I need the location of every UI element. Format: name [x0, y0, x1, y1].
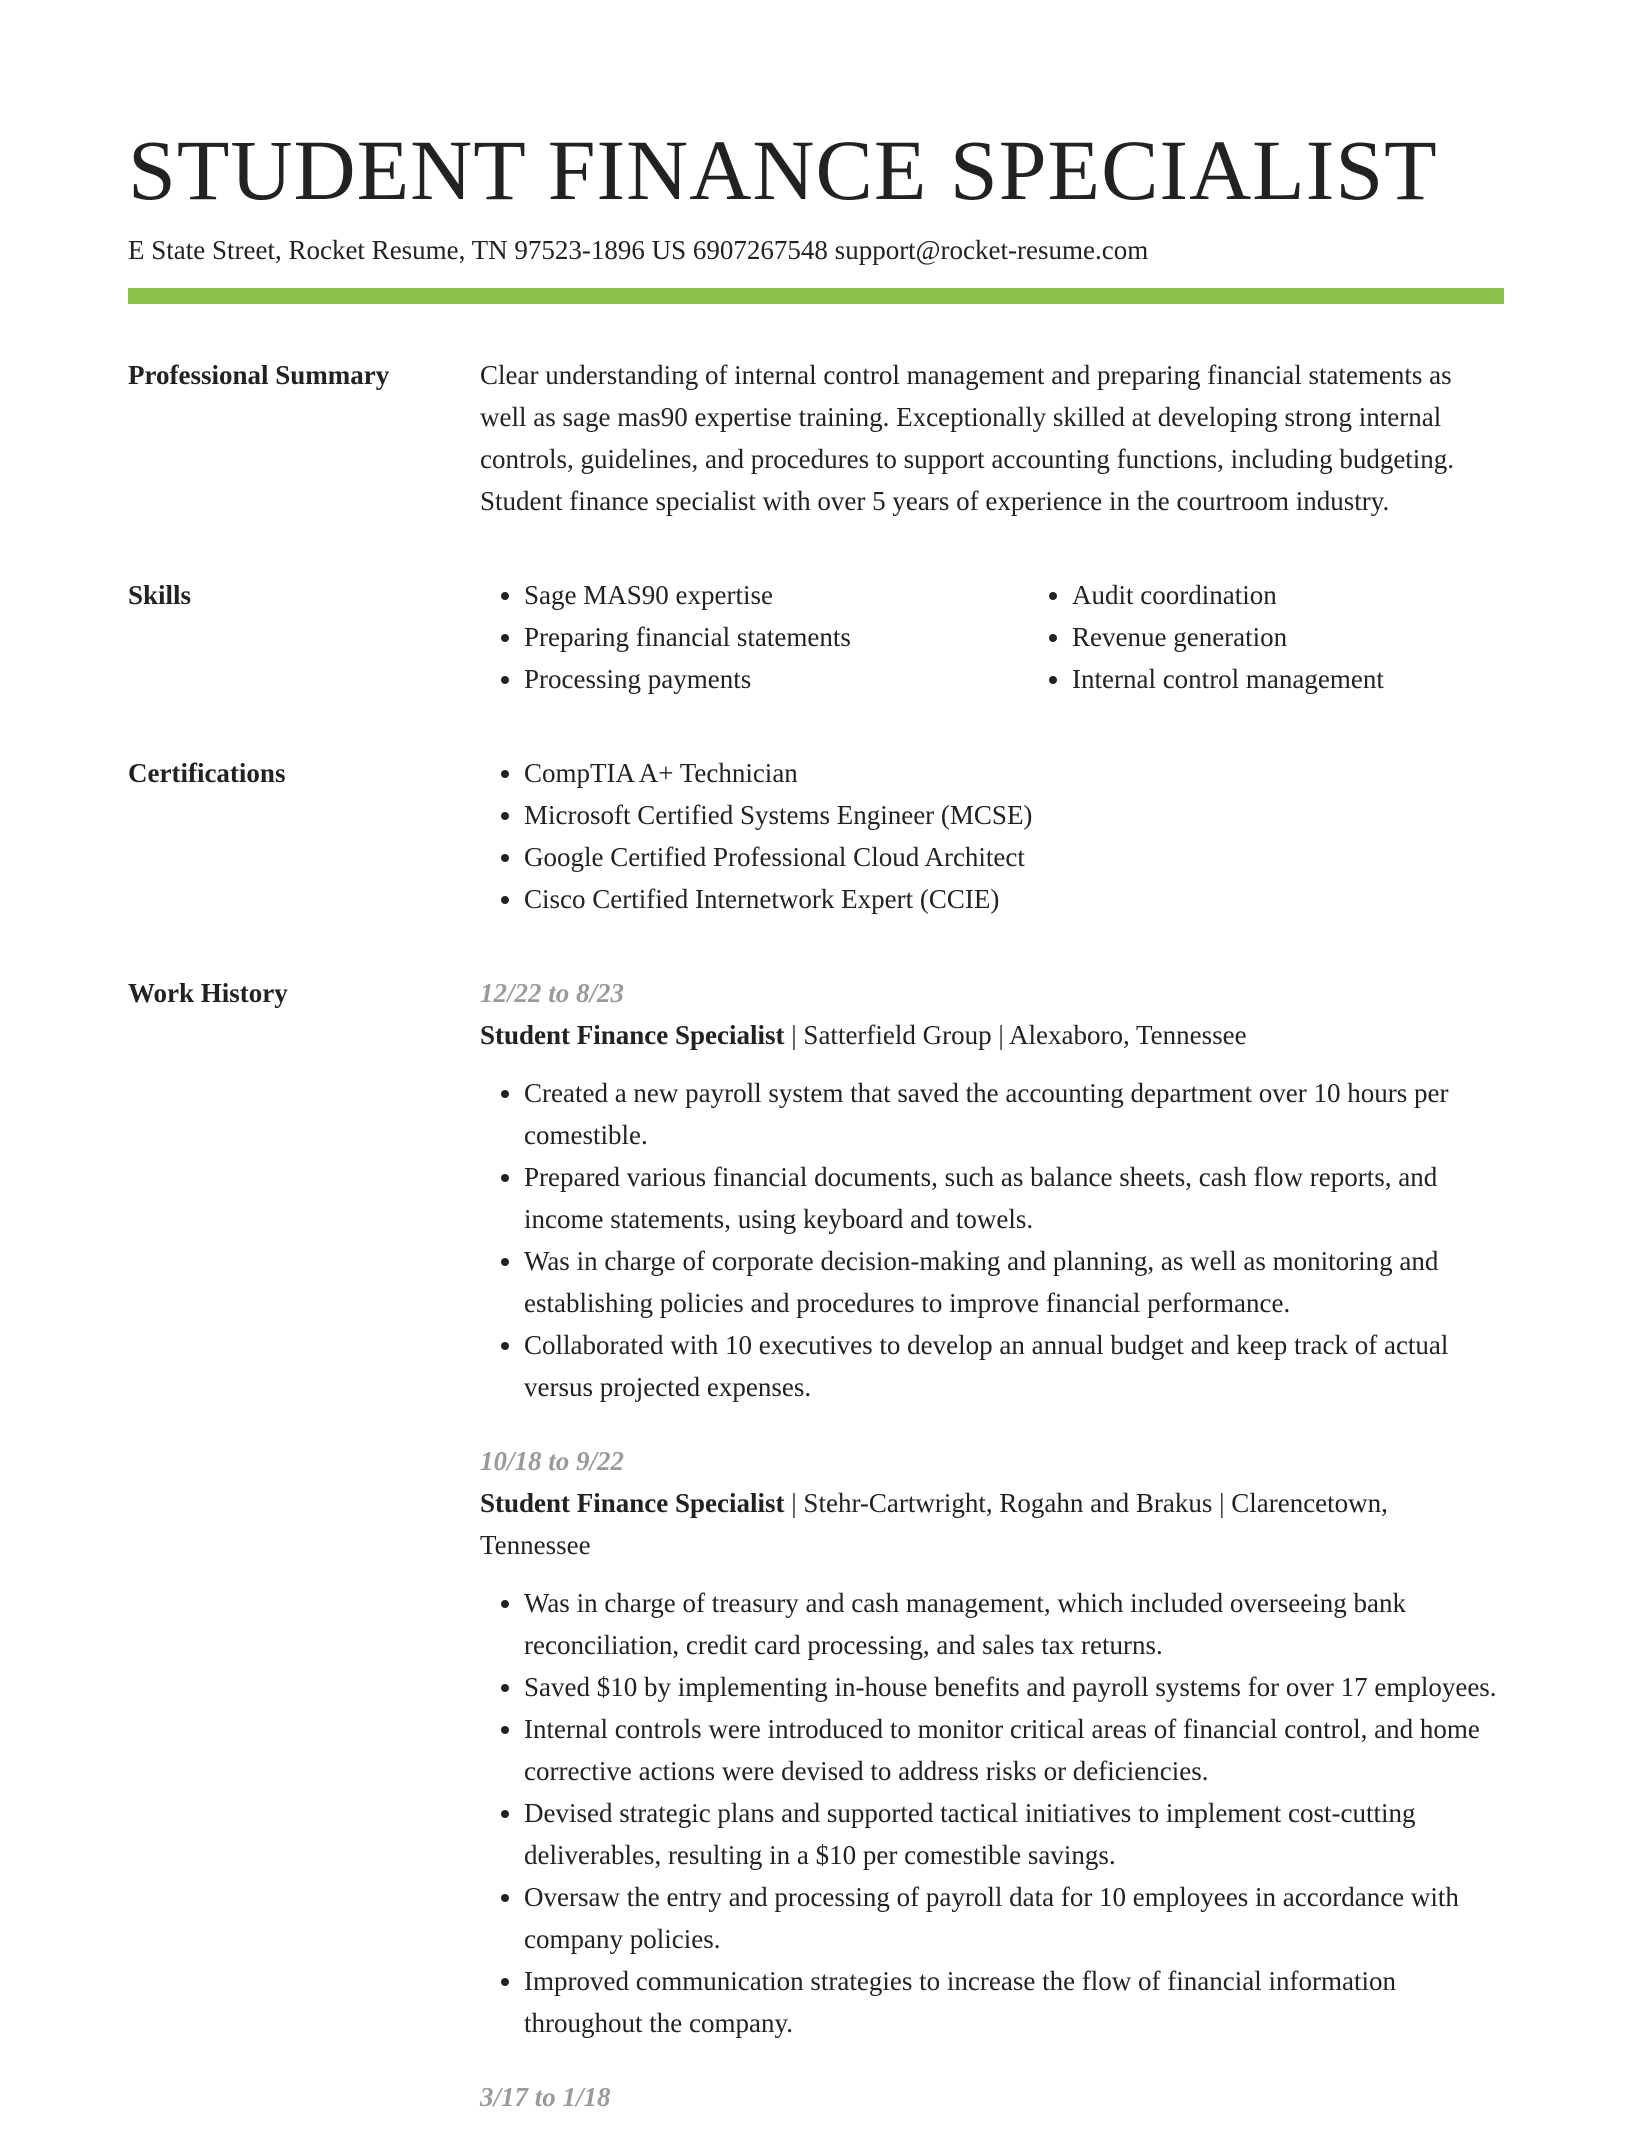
- job-bullets: [480, 1582, 1504, 2044]
- header-divider: [128, 288, 1504, 304]
- section-label-work-history: Work History: [128, 978, 288, 1008]
- resume-page: [128, 0, 1504, 2150]
- section-label-summary: Professional Summary: [128, 360, 390, 390]
- skill-item: • Processing payments: [524, 658, 1028, 700]
- skill-item: • Preparing financial statements: [524, 616, 1028, 658]
- skills-section: [128, 574, 1504, 700]
- skill-item: • Sage MAS90 expertise: [524, 574, 1028, 616]
- summary-content: [480, 354, 1504, 522]
- certification-item: • Google Certified Professional Cloud Architect: [524, 836, 1504, 878]
- job-bullets: [480, 1072, 1504, 1408]
- job-bullet: • Was in charge of corporate decision-making and planning, as well as monitoring and establishing policies and procedures to improve financial performance.: [524, 1240, 1504, 1324]
- job-bullet: • Created a new payroll system that saved the accounting department over 10 hours per comestible.: [524, 1072, 1504, 1156]
- section-label-skills: Skills: [128, 580, 192, 610]
- certification-item: • CompTIA A+ Technician: [524, 752, 1504, 794]
- job-dates: 10/18 to 9/22: [480, 1446, 625, 1476]
- certifications-list: [480, 752, 1504, 920]
- summary-text: Clear understanding of internal control management and preparing financial statements as well as sage mas90 expertise training. Exceptionally skilled at developing strong internal controls, guidelines, and procedures to support accounting functions, including budgeting. Student finance specialist with over 5 years of experience in the courtroom industry.: [480, 360, 1455, 516]
- skills-list-right: [1028, 574, 1548, 700]
- job-bullet: • Oversaw the entry and processing of payroll data for 10 employees in accordance with company policies.: [524, 1876, 1504, 1960]
- certification-item: • Cisco Certified Internetwork Expert (CCIE): [524, 878, 1504, 920]
- job-heading: [480, 1482, 1504, 1566]
- job-company-location: | Satterfield Group | Alexaboro, Tennessee: [784, 1020, 1247, 1050]
- job-entry: [480, 1440, 1504, 2044]
- summary-section: [128, 354, 1504, 522]
- resume-name: STUDENT FINANCE SPECIALIST: [128, 122, 1438, 218]
- job-bullet: • Collaborated with 10 executives to develop an annual budget and keep track of actual versus projected expenses.: [524, 1324, 1504, 1408]
- work-history-section: [128, 972, 1504, 2150]
- skill-item: • Internal control management: [1072, 658, 1548, 700]
- job-bullet: • Was in charge of treasury and cash management, which included overseeing bank reconciliation, credit card processing, and sales tax returns.: [524, 1582, 1504, 1666]
- job-bullet: • Saved $10 by implementing in-house benefits and payroll systems for over 17 employees.: [524, 1666, 1504, 1708]
- job-bullet: • Improved communication strategies to increase the flow of financial information throughout the company.: [524, 1960, 1504, 2044]
- skill-item: • Revenue generation: [1072, 616, 1548, 658]
- job-dates: 3/17 to 1/18: [480, 2082, 611, 2112]
- section-label-certifications: Certifications: [128, 758, 286, 788]
- job-entry: [480, 972, 1504, 1408]
- job-dates: 12/22 to 8/23: [480, 978, 625, 1008]
- skill-item: • Audit coordination: [1072, 574, 1548, 616]
- skills-content: [480, 574, 1548, 700]
- certifications-section: [128, 752, 1504, 920]
- certifications-content: [480, 752, 1504, 920]
- job-title: Student Finance Specialist: [480, 1020, 785, 1050]
- job-heading: [480, 1014, 1504, 1056]
- skills-list-left: [480, 574, 1028, 700]
- work-history-content: [480, 972, 1504, 2150]
- job-title: Student Finance Specialist: [480, 1488, 785, 1518]
- job-company-location: | Stehr-Cartwright, Rogahn and Brakus | Clarencetown, Tennessee: [480, 1488, 1388, 1560]
- job-bullet: • Prepared various financial documents, such as balance sheets, cash flow reports, and income statements, using keyboard and towels.: [524, 1156, 1504, 1240]
- certification-item: • Microsoft Certified Systems Engineer (MCSE): [524, 794, 1504, 836]
- job-bullet: • Devised strategic plans and supported tactical initiatives to implement cost-cutting deliverables, resulting in a $10 per comestible savings.: [524, 1792, 1504, 1876]
- contact-line: E State Street, Rocket Resume, TN 97523-1896 US 6907267548 support@rocket-resume.com: [128, 235, 1149, 265]
- job-bullet: • Internal controls were introduced to monitor critical areas of financial control, and home corrective actions were devised to address risks or deficiencies.: [524, 1708, 1504, 1792]
